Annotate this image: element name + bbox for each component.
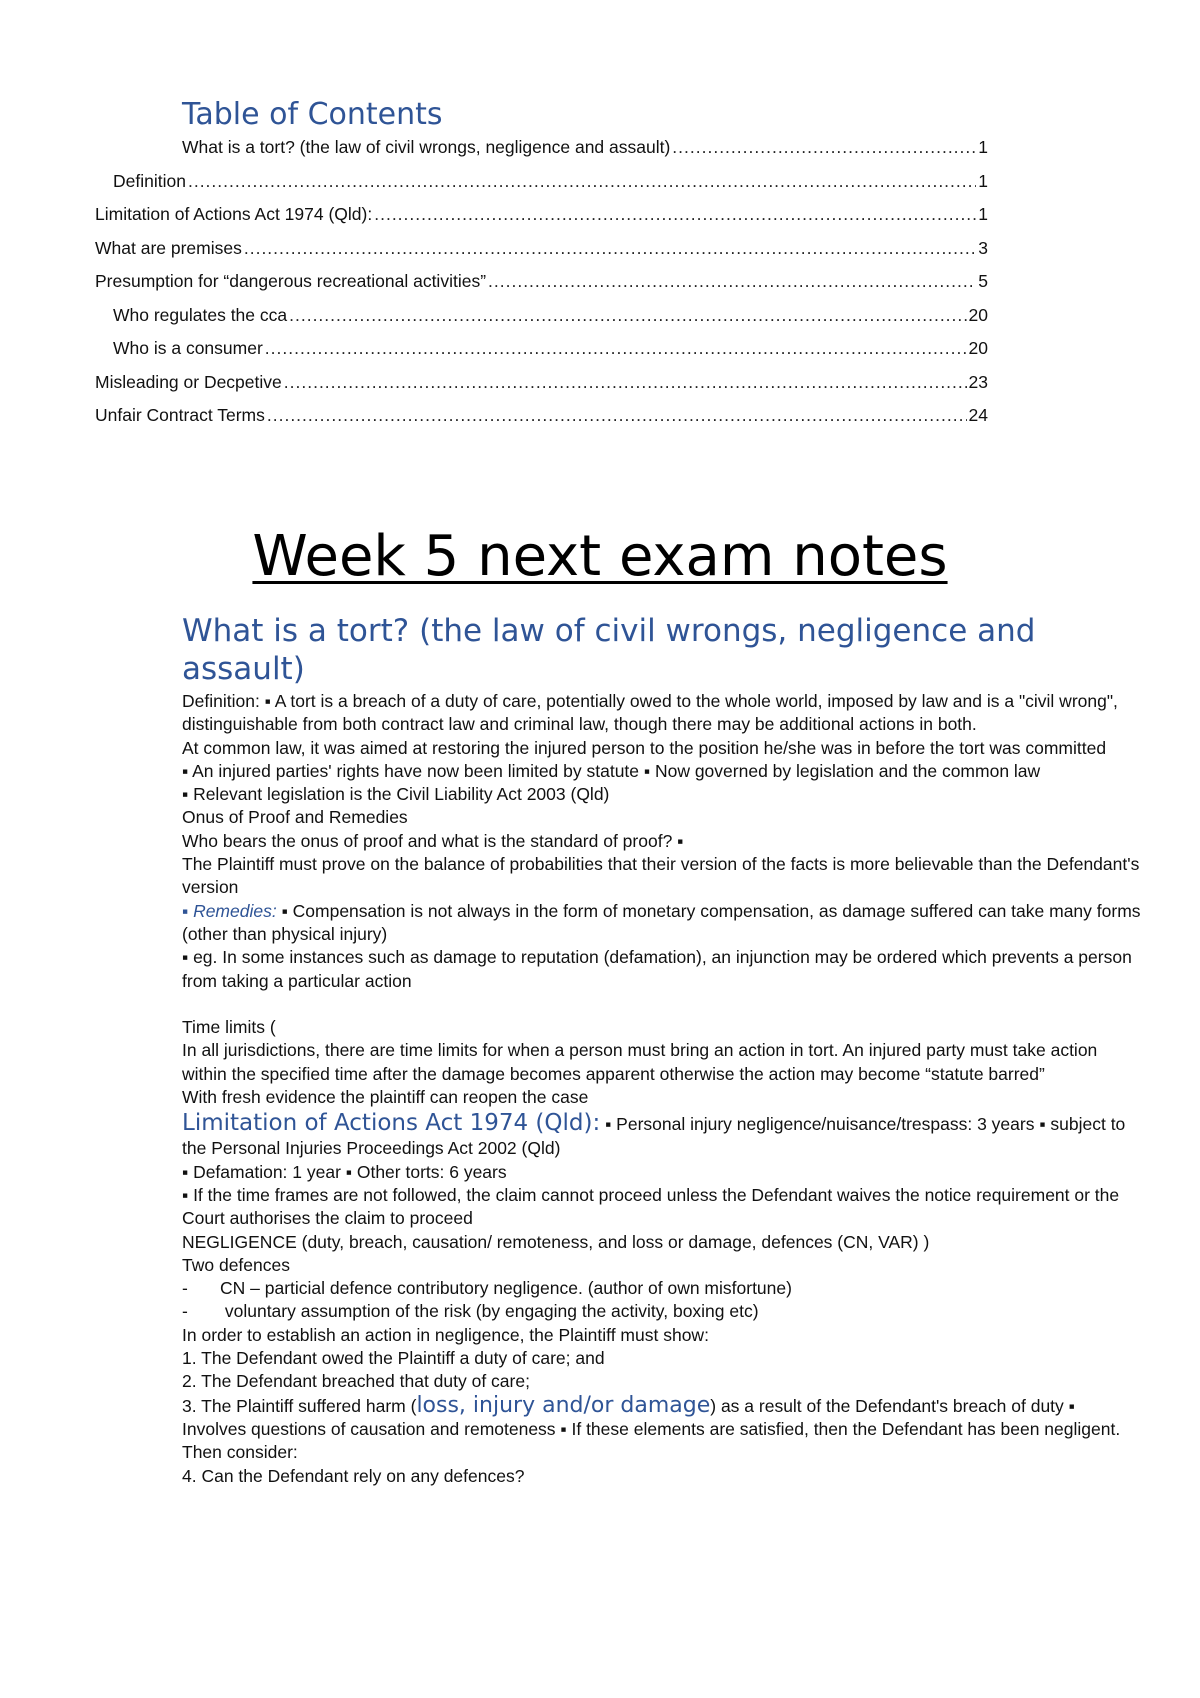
remedies-text: ▪ Compensation is not always in the form of monetary compensation, as damage suffered can take many forms (other than physical injury) — [182, 900, 1141, 944]
toc-entry-page: 23 — [968, 372, 988, 392]
paragraph-item-3 — [182, 1394, 1142, 1465]
toc-heading: Table of Contents — [182, 97, 443, 132]
toc-entry-misleading[interactable] — [95, 370, 988, 394]
paragraph-time-frames: ▪ If the time frames are not followed, the claim cannot proceed unless the Defendant waives the notice requirement or the Court authorises the claim to proceed — [182, 1184, 1120, 1229]
toc-entry-title: Limitation of Actions Act 1974 (Qld): — [95, 204, 373, 224]
toc-entry-what-is-a-tort[interactable] — [182, 135, 988, 159]
paragraph-two-defences: Two defences — [182, 1254, 290, 1275]
paragraph-negligence: NEGLIGENCE (duty, breach, causation/ remoteness, and loss or damage, defences (CN, VAR) ) — [182, 1231, 930, 1252]
defence-var-text: voluntary assumption of the risk (by engaging the activity, boxing etc) — [220, 1301, 759, 1322]
paragraph-relevant-legislation: ▪ Relevant legislation is the Civil Liability Act 2003 (Qld) — [182, 784, 610, 805]
toc-entry-page: 1 — [978, 204, 988, 224]
paragraph-fresh-evidence: With fresh evidence the plaintiff can reopen the case — [182, 1087, 589, 1108]
toc-entry-page: 1 — [978, 137, 988, 157]
document-title — [0, 522, 1200, 592]
paragraph-item-1: 1. The Defendant owed the Plaintiff a duty of care; and — [182, 1348, 605, 1369]
item-3-emphasis: loss, injury and/or damage — [416, 1392, 711, 1418]
heading-what-is-a-tort: What is a tort? (the law of civil wrongs, negligence and assault) — [182, 613, 1036, 687]
toc-entry-page: 3 — [978, 238, 988, 258]
toc-entry-who-regulates[interactable] — [113, 303, 988, 327]
toc-entry-title: What are premises — [95, 238, 242, 258]
toc-leader-dots — [188, 169, 976, 193]
toc-leader-dots — [488, 269, 976, 293]
toc-entry-title: Unfair Contract Terms — [95, 405, 265, 425]
toc-leader-dots — [244, 236, 976, 260]
paragraph-jurisdictions: In all jurisdictions, there are time limits for when a person must bring an action in tort. An injured party must take action within the specified time after the damage becomes apparent otherwise the action may become “statute barred” — [182, 1040, 1098, 1084]
toc-entry-page: 5 — [978, 271, 988, 291]
list-item-defence-cn — [182, 1277, 1142, 1300]
toc-entry-unfair-contract[interactable] — [95, 403, 988, 427]
toc-entry-title: Definition — [113, 171, 186, 191]
toc-entry-who-is-consumer[interactable] — [113, 336, 988, 360]
document-title-text: Week 5 next exam notes — [252, 524, 948, 589]
list-dash: - — [182, 1301, 188, 1322]
toc-entry-what-are-premises[interactable] — [95, 236, 988, 260]
toc-entry-title: What is a tort? (the law of civil wrongs, negligence and assault) — [182, 137, 671, 157]
paragraph-plaintiff-prove: The Plaintiff must prove on the balance of probabilities that their version of the facts is more believable than the Defendant's version — [182, 854, 1140, 898]
defence-cn-text: CN – particial defence contributory negligence. (author of own misfortune) — [220, 1278, 792, 1299]
paragraph-eg: ▪ eg. In some instances such as damage to reputation (defamation), an injunction may be ordered which prevents a person from taking a particular action — [182, 947, 1132, 991]
paragraph-item-2: 2. The Defendant breached that duty of care; — [182, 1371, 530, 1392]
paragraph-onus-question: Who bears the onus of proof and what is the standard of proof? ▪ — [182, 830, 684, 851]
paragraph-item-4: 4. Can the Defendant rely on any defences? — [182, 1465, 525, 1486]
toc-entry-page: 20 — [968, 305, 988, 325]
document-body — [182, 690, 1142, 1488]
list-dash: - — [182, 1278, 188, 1299]
toc-leader-dots — [267, 403, 967, 427]
toc-leader-dots — [265, 336, 967, 360]
toc-leader-dots — [374, 202, 976, 226]
blank-line — [182, 993, 1142, 1016]
item-3-pre: 3. The Plaintiff suffered harm ( — [182, 1395, 417, 1416]
toc-entry-limitation-of-actions[interactable] — [95, 202, 988, 226]
paragraph-common-law: At common law, it was aimed at restoring the injured person to the position he/she was in before the tort was committed — [182, 737, 1107, 758]
paragraph-establish: In order to establish an action in negligence, the Plaintiff must show: — [182, 1324, 709, 1345]
toc-entry-page: 20 — [968, 338, 988, 358]
paragraph-injured-rights: ▪ An injured parties' rights have now been limited by statute ▪ Now governed by legislation and the common law — [182, 760, 1041, 781]
paragraph-defamation: ▪ Defamation: 1 year ▪ Other torts: 6 years — [182, 1161, 507, 1182]
toc-entry-title: Who is a consumer — [113, 338, 263, 358]
list-item-defence-var — [182, 1300, 1142, 1323]
paragraph-limitation — [182, 1109, 1142, 1160]
toc-entry-definition[interactable] — [113, 169, 988, 193]
paragraph-time-limits: Time limits ( — [182, 1017, 276, 1038]
toc-entry-page: 24 — [968, 405, 988, 425]
limitation-text: ▪ Personal injury negligence/nuisance/trespass: 3 years ▪ subject to the Personal Injuries Proceedings Act 2002 (Qld) — [182, 1114, 1126, 1159]
remedies-label: ▪ Remedies: — [182, 900, 277, 921]
paragraph-definition: Definition: ▪ A tort is a breach of a duty of care, potentially owed to the whole world, imposed by law and is a "civil wrong", distinguishable from both contract law and criminal law, though there may be additional actions in both. — [182, 691, 1118, 735]
toc-leader-dots — [289, 303, 966, 327]
toc-entry-title: Misleading or Decpetive — [95, 372, 282, 392]
heading-limitation-of-actions: Limitation of Actions Act 1974 (Qld): — [182, 1110, 601, 1137]
item-3-post: ) as a result of the Defendant's breach of duty ▪ Involves questions of causation and remoteness ▪ If these elements are satisfied, then the Defendant has been negligent. Then consider: — [182, 1395, 1121, 1463]
toc-entry-presumption[interactable] — [95, 269, 988, 293]
toc-leader-dots — [672, 135, 976, 159]
toc-entry-title: Who regulates the cca — [113, 305, 288, 325]
paragraph-onus-heading: Onus of Proof and Remedies — [182, 807, 408, 828]
toc-entry-page: 1 — [978, 171, 988, 191]
toc-entry-title: Presumption for “dangerous recreational activities” — [95, 271, 487, 291]
toc-leader-dots — [284, 370, 967, 394]
paragraph-remedies — [182, 900, 1142, 947]
